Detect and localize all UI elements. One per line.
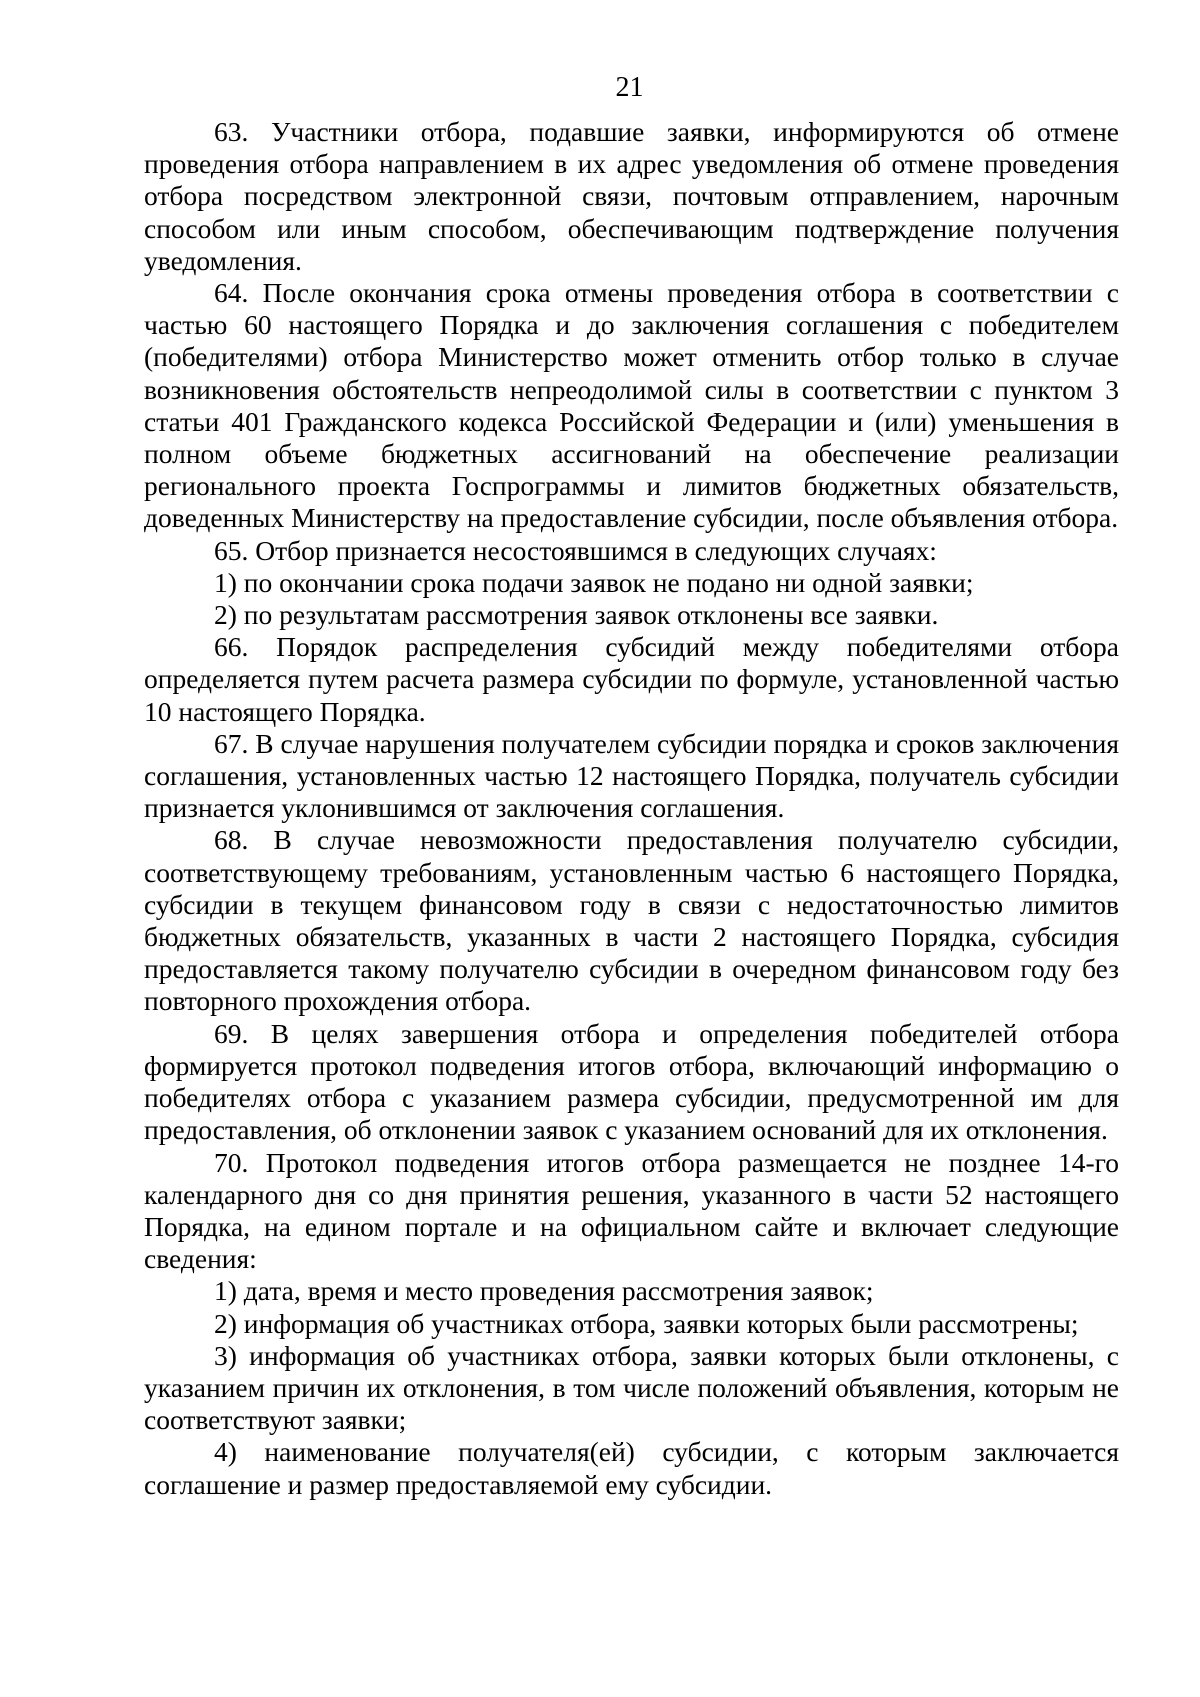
page-number: 21: [615, 72, 644, 103]
paragraph-64: 64. После окончания срока отмены проведения отбора в соответствии с частью 60 настоящего Порядка и до заключения соглашения с победителем (победителями) отбора Министерство может отменить отбор только в случае возникновения обстоятельств непреодолимой силы в соответствии с пунктом 3 статьи 401 Гражданского кодекса Российской Федерации и (или) уменьшения в полном объеме бюджетных ассигнований на обеспечение реализации регионального проекта Госпрограммы и лимитов бюджетных обязательств, доведенных Министерству на предоставление субсидии, после объявления отбора.: [144, 277, 1119, 534]
paragraph-68: 68. В случае невозможности предоставления получателю субсидии, соответствующему требованиям, установленным частью 6 настоящего Порядка, субсидии в текущем финансовом году в связи с недостаточностью лимитов бюджетных обязательств, указанных в части 2 настоящего Порядка, субсидия предоставляется такому получателю субсидии в очередном финансовом году без повторного прохождения отбора.: [144, 824, 1119, 1017]
paragraph-70-item-1: 1) дата, время и место проведения рассмотрения заявок;: [214, 1275, 874, 1307]
paragraph-66: 66. Порядок распределения субсидий между победителями отбора определяется путем расчета размера субсидии по формуле, установленной частью 10 настоящего Порядка.: [144, 631, 1119, 727]
document-body: [144, 116, 1119, 1501]
paragraph-70-item-4: 4) наименование получателя(ей) субсидии, с которым заключается соглашение и размер предоставляемой ему субсидии.: [144, 1436, 1119, 1500]
paragraph-65-item-1: 1) по окончании срока подачи заявок не подано ни одной заявки;: [214, 566, 974, 598]
paragraph-70: 70. Протокол подведения итогов отбора размещается не позднее 14-го календарного дня со дня принятия решения, указанного в части 52 настоящего Порядка, на едином портале и на официальном сайте и включает следующие сведения:: [144, 1146, 1119, 1275]
paragraph-70-item-3: 3) информация об участниках отбора, заявки которых были отклонены, с указанием причин их отклонения, в том числе положений объявления, которым не соответствуют заявки;: [144, 1339, 1119, 1436]
paragraph-70-item-2: 2) информация об участниках отбора, заявки которых были рассмотрены;: [214, 1307, 1079, 1339]
paragraph-69: 69. В целях завершения отбора и определения победителей отбора формируется протокол подведения итогов отбора, включающий информацию о победителях отбора с указанием размера субсидии, предусмотренной им для предоставления, об отклонении заявок с указанием оснований для их отклонения.: [144, 1017, 1119, 1146]
paragraph-63: 63. Участники отбора, подавшие заявки, информируются об отмене проведения отбора направлением в их адрес уведомления об отмене проведения отбора посредством электронной связи, почтовым отправлением, нарочным способом или иным способом, обеспечивающим подтверждение получения уведомления.: [144, 116, 1119, 276]
paragraph-65: 65. Отбор признается несостоявшимся в следующих случаях:: [214, 534, 937, 566]
paragraph-67: 67. В случае нарушения получателем субсидии порядка и сроков заключения соглашения, установленных частью 12 настоящего Порядка, получатель субсидии признается уклонившимся от заключения соглашения.: [144, 727, 1119, 824]
paragraph-65-item-2: 2) по результатам рассмотрения заявок отклонены все заявки.: [214, 599, 939, 631]
